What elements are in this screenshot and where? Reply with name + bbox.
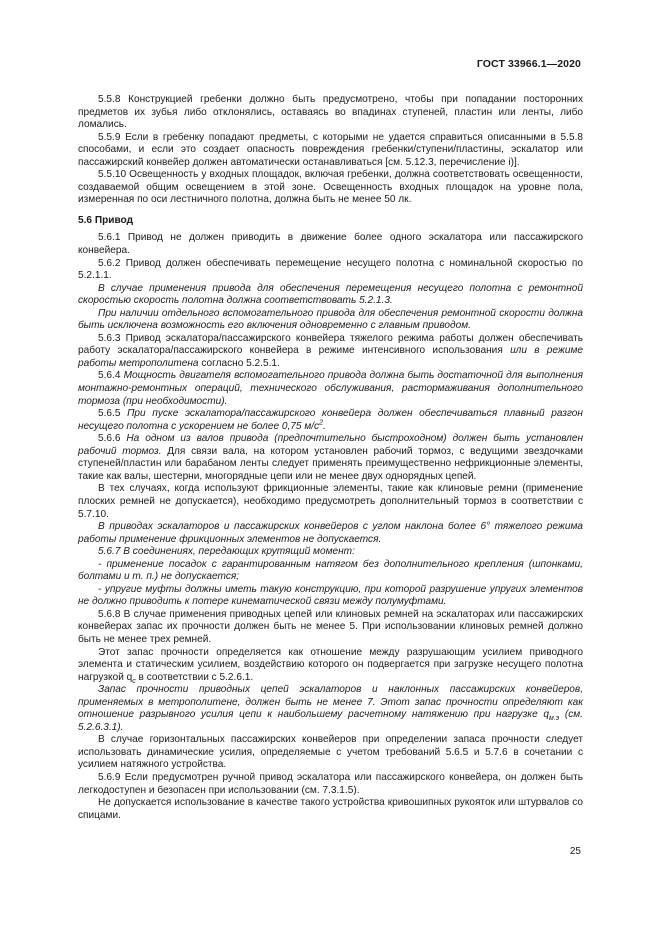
paragraph-5-6-8: 5.6.8 В случае применения приводных цепей или клиновых ремней на эскалаторах или пассажирских конвейерах запас их прочности должен быть не менее 5. При использовании клиновых ремней должно быть не менее трех ремней. [78,608,583,645]
paragraph-5-6-3 [78,333,583,371]
paragraph-5-6-8-metro [78,684,583,734]
paragraph-5-5-10: 5.5.10 Освещенность у входных площадок, включая гребенки, должна соответствовать освещенности, создаваемой общим освещением в этой зоне. Освещенность входных площадок на уровне пола, измеренная по оси лестничного полотна, должна быть не менее 50 лк. [78,169,583,206]
paragraph-5-6-5-superscript: 2 [319,419,323,427]
page-number: 25 [569,846,581,857]
paragraph-5-6-7: 5.6.7 В соединениях, передающих крутящий момент: [98,546,355,558]
paragraph-5-6-3-text: 5.6.3 Привод эскалатора/пассажирского конвейера тяжелого режима работы должен обеспечивать работу эскалатора/пассажирского конвейера в режиме интенсивного использования [78,332,583,357]
paragraph-5-6-7-item-coupling: - упругие муфты должны иметь такую конструкцию, при которой разрушение упругих элементов не должно приводить к потере кинематической связи между полумуфтами. [78,583,583,608]
paragraph-5-6-2-repair-speed: В случае применения привода для обеспечения перемещения несущего полотна с ремонтной скоростью скорость полотна должна соответствовать 5.2.1.3. [78,282,583,307]
paragraph-5-6-6-number: 5.6.6 [98,433,127,445]
paragraph-5-6-2-aux-drive: При наличии отдельного вспомогательного привода для обеспечения ремонтной скорости должна быть исключена возможность его включения одновременно с главным приводом. [78,307,583,332]
paragraph-5-6-8-sf-subscript: с [132,677,136,685]
paragraph-5-6-5 [78,408,583,433]
paragraph-5-6-8-sf-ref: в соответствии с 5.2.6.1. [135,671,254,683]
paragraph-5-6-8-safety-factor [78,647,583,685]
section-heading-5-6: 5.6 Привод [78,214,133,226]
paragraph-5-6-3-metro: или в режиме работы метрополитена [78,345,583,369]
paragraph-5-6-5-end: . [323,420,326,432]
paragraph-5-6-6-friction: В тех случаях, когда используют фрикционные элементы, такие как клиновые ремни (применение плоских ремней не допускается), необходимо предусмотреть дополнительный тормоз в соответствии с 5.7.10. [78,483,583,520]
paragraph-5-5-8: 5.5.8 Конструкцией гребенки должно быть предусмотрено, чтобы при попадании посторонних предметов их зубья либо отклонялись, оставаясь во впадинах ступеней, пластин или ленты, либо ломались. [78,94,583,131]
document-header: ГОСТ 33966.1—2020 [476,58,581,70]
paragraph-5-6-3-ref: согласно 5.2.5.1. [198,357,280,369]
paragraph-5-6-8-horizontal: В случае горизонтальных пассажирских конвейеров при определении запаса прочности следует использовать динамические усилия, определяемые с учетом требований 5.6.5 и 5.7.6 в сочетании с усилием натяжного устройства. [78,734,583,771]
paragraph-5-6-8-sf-text: Этот запас прочности определяется как отношение между разрушающим усилием приводного элемента и статическим усилием, воздействию которого он подвергается при загрузке несущего полотна нагрузкой q [78,646,583,683]
paragraph-5-6-6-brake: На одном из валов привода (предпочтительно быстроходном) должен быть установлен рабочий тормоз. [78,433,584,457]
paragraph-5-6-4-text: Мощность двигателя вспомогательного привода должна быть достаточной для выполнения монтажно-ремонтных операций, технического обслуживания, растормаживания дополнительного тормоза (при необходимости). [78,370,583,407]
paragraph-5-6-8-metro-ref: (см. 5.2.6.3.1). [78,709,583,733]
document-body [78,94,583,822]
paragraph-5-6-6-incline: В приводах эскалаторов и пассажирских конвейеров с углом наклона более 6° тяжелого режима работы применение фрикционных элементов не допускается. [78,521,583,545]
paragraph-5-6-5-number: 5.6.5 [98,408,128,420]
paragraph-5-6-4-number: 5.6.4 [98,370,124,382]
paragraph-5-6-6-text: Для связи вала, на котором установлен рабочий тормоз, с ведущими звездочками ступеней/пластин или барабаном ленты следует применять преимущественно нефрикционные элементы, такие как валы, шестерни, многорядные цепи или не менее двух однорядных цепей. [78,445,583,482]
paragraph-5-6-2: 5.6.2 Привод должен обеспечивать перемещение несущего полотна с номинальной скоростью по 5.2.1.1. [78,257,583,282]
paragraph-5-5-9: 5.5.9 Если в гребенку попадают предметы, с которыми не удается справиться описанными в 5.5.8 способами, и если это создает опасность повреждения гребенки/ступени/пластины, эскалатор или пассажирский конвейер должен автоматически останавливаться [см. 5.12.3, перечисление i)]. [78,131,583,168]
paragraph-5-6-1: 5.6.1 Привод не должен приводить в движение более одного эскалатора или пассажирского конвейера. [78,232,583,257]
paragraph-5-6-8-metro-subscript: м.э [548,715,560,723]
paragraph-5-6-4 [78,370,583,408]
paragraph-5-6-7-item-fit: - применение посадок с гарантированным натягом без дополнительного крепления (шпонками, болтами и т. п.) не допускается; [78,558,583,583]
paragraph-5-6-5-text: При пуске эскалатора/пассажирского конвейера должен обеспечиваться плавный разгон несущего полотна с ускорением не более 0,75 м/с [78,408,583,432]
paragraph-5-6-9-cranks: Не допускается использование в качестве такого устройства кривошипных рукояток или штурвалов со спицами. [78,797,583,821]
paragraph-5-6-8-metro-text: Запас прочности приводных цепей эскалаторов и наклонных пассажирских конвейеров, применяемых в метрополитене, должен быть не менее 7. Этот запас прочности определяют как отношение разрывного усилия цепи к наибольшему расчетному натяжению при нагрузке q [78,684,583,721]
paragraph-5-6-9: 5.6.9 Если предусмотрен ручной привод эскалатора или пассажирского конвейера, он должен быть легкодоступен и безопасен при использовании (см. 7.3.1.5). [78,771,583,796]
paragraph-5-6-6 [78,433,583,483]
